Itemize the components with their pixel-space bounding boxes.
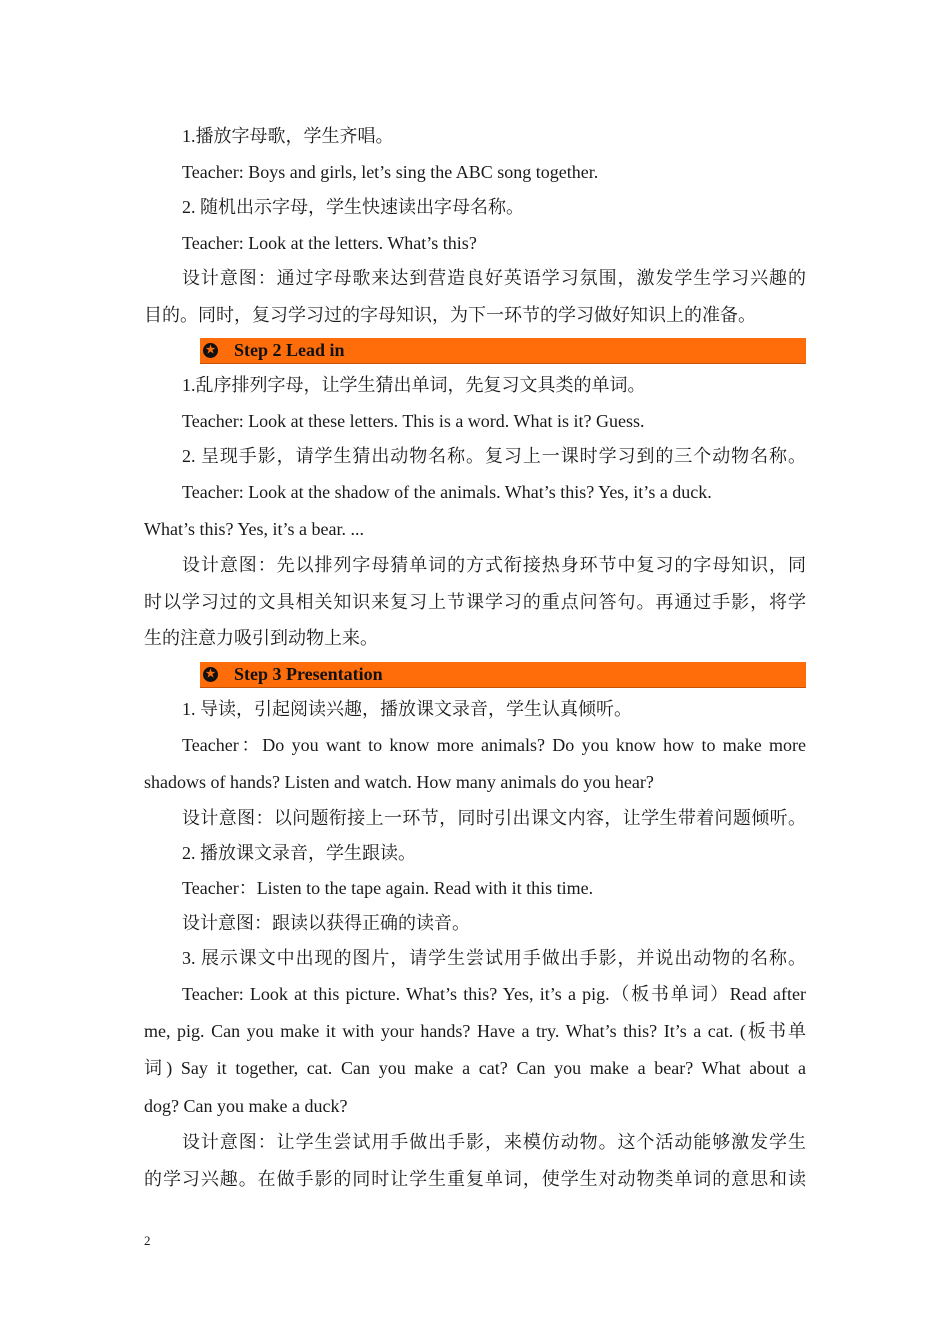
step-heading-label: Step 2 Lead in [234,340,345,360]
paragraph: 的学习兴趣。在做手影的同时让学生重复单词，使学生对动物类单词的意思和读 [144,1169,806,1189]
page-number: 2 [144,1233,151,1248]
paragraph: 目的。同时，复习学习过的字母知识，为下一环节的学习做好知识上的准备。 [144,305,756,325]
paragraph: Teacher：Do you want to know more animals? Do you know how to make more [182,735,806,755]
paragraph: 设计意图：让学生尝试用手做出手影，来模仿动物。这个活动能够激发学生 [182,1132,806,1152]
step-heading-label: Step 3 Presentation [234,664,383,684]
paragraph: 2. 呈现手影，请学生猜出动物名称。复习上一课时学习到的三个动物名称。 [182,446,806,466]
paragraph: Teacher：Listen to the tape again. Read with it this time. [182,878,594,898]
paragraph: 时以学习过的文具相关知识来复习上节课学习的重点问答句。再通过手影，将学 [144,592,806,612]
star-icon: ★ [203,343,218,358]
paragraph: What’s this? Yes, it’s a bear. ... [144,519,364,539]
paragraph: 2. 播放课文录音，学生跟读。 [182,843,416,863]
paragraph: me, pig. Can you make it with your hands? Have a try. What’s this? It’s a cat. (板书单 [144,1021,806,1041]
paragraph: 1.播放字母歌，学生齐唱。 [182,126,394,146]
paragraph: shadows of hands? Listen and watch. How many animals do you hear? [144,772,654,792]
paragraph: 2. 随机出示字母，学生快速读出字母名称。 [182,197,524,217]
paragraph: 3. 展示课文中出现的图片，请学生尝试用手做出手影，并说出动物的名称。 [182,948,806,968]
step-heading [200,338,806,364]
paragraph: Teacher: Look at the shadow of the animals. What’s this? Yes, it’s a duck. [182,482,712,502]
paragraph: 1.乱序排列字母，让学生猜出单词，先复习文具类的单词。 [182,375,646,395]
paragraph: 生的注意力吸引到动物上来。 [144,628,378,648]
paragraph: 设计意图：跟读以获得正确的读音。 [182,913,470,933]
step-heading [200,662,806,688]
paragraph: Teacher: Look at these letters. This is a word. What is it? Guess. [182,411,645,431]
paragraph: Teacher: Look at this picture. What’s this? Yes, it’s a pig.（板书单词）Read after [182,984,806,1004]
paragraph: dog? Can you make a duck? [144,1096,348,1116]
paragraph: Teacher: Boys and girls, let’s sing the ABC song together. [182,162,599,182]
paragraph: 1. 导读，引起阅读兴趣，播放课文录音，学生认真倾听。 [182,699,632,719]
star-icon: ★ [203,667,218,682]
paragraph: 设计意图：先以排列字母猜单词的方式衔接热身环节中复习的字母知识，同 [182,555,806,575]
paragraph: 设计意图：以问题衔接上一环节，同时引出课文内容，让学生带着问题倾听。 [182,808,806,828]
paragraph: 词) Say it together, cat. Can you make a cat? Can you make a bear? What about a [144,1058,806,1078]
paragraph: Teacher: Look at the letters. What’s this? [182,233,477,253]
paragraph: 设计意图：通过字母歌来达到营造良好英语学习氛围，激发学生学习兴趣的 [182,268,806,288]
